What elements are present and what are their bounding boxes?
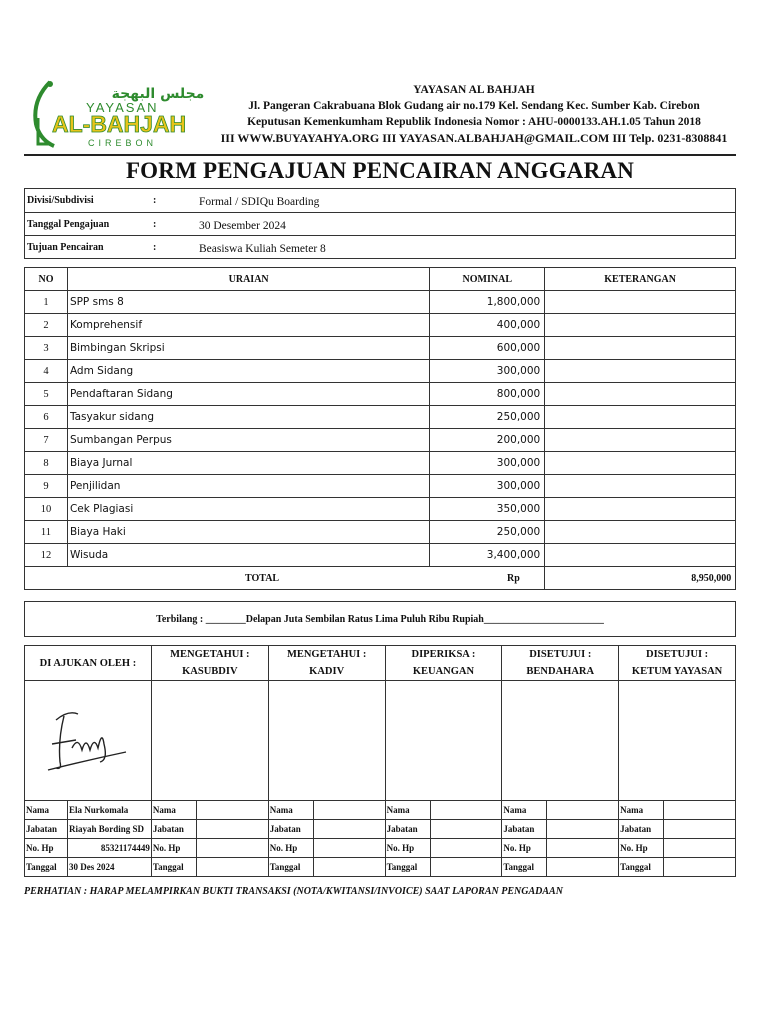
field-label: Nama	[385, 801, 430, 820]
meta-colon: :	[153, 242, 157, 253]
field-value	[430, 839, 502, 858]
row-nominal: 3,400,000	[430, 544, 545, 567]
logo-yayasan-text: YAYASAN	[86, 100, 159, 115]
row-uraian: Biaya Jurnal	[67, 452, 429, 475]
field-label: Jabatan	[619, 820, 664, 839]
meta-colon: :	[153, 219, 157, 230]
signature-box-submitter	[25, 681, 152, 801]
field-label: Jabatan	[268, 820, 313, 839]
field-value	[313, 839, 385, 858]
row-uraian: Bimbingan Skripsi	[67, 337, 429, 360]
header-no: NO	[25, 268, 68, 291]
total-currency: Rp	[507, 573, 520, 584]
org-address: Jl. Pangeran Cakrabuana Blok Gudang air no.179 Kel. Sendang Kec. Sumber Kab. Cirebon	[248, 100, 700, 112]
table-row	[25, 360, 736, 383]
meta-value: Beasiswa Kuliah Semeter 8	[199, 243, 326, 255]
field-value	[313, 858, 385, 877]
approval-col-kasubdiv: MENGETAHUI : KASUBDIV	[151, 646, 268, 681]
organization-info	[214, 82, 734, 146]
meta-label: Tanggal Pengajuan	[27, 219, 110, 230]
row-uraian: Cek Plagiasi	[67, 498, 429, 521]
table-row	[25, 475, 736, 498]
field-label: No. Hp	[151, 839, 196, 858]
field-label: No. Hp	[385, 839, 430, 858]
row-keterangan	[545, 291, 736, 314]
info-row-nama	[25, 801, 736, 820]
row-nominal: 200,000	[430, 429, 545, 452]
submitter-jabatan: Riayah Bording SD	[67, 820, 151, 839]
approval-col-submitter: DI AJUKAN OLEH :	[25, 646, 152, 681]
submitter-nama: Ela Nurkomala	[67, 801, 151, 820]
row-nominal: 300,000	[430, 452, 545, 475]
row-nominal: 300,000	[430, 475, 545, 498]
approval-col-kadiv: MENGETAHUI : KADIV	[268, 646, 385, 681]
signature-box-kasubdiv	[151, 681, 268, 801]
signature-box-keuangan	[385, 681, 502, 801]
field-value	[664, 801, 736, 820]
row-no: 10	[25, 498, 68, 521]
total-value: 8,950,000	[691, 573, 732, 584]
row-no: 3	[25, 337, 68, 360]
table-row	[25, 406, 736, 429]
submitter-tanggal: 30 Des 2024	[67, 858, 151, 877]
field-label: Tanggal	[385, 858, 430, 877]
row-keterangan	[545, 337, 736, 360]
field-label: Nama	[25, 801, 68, 820]
field-value	[664, 858, 736, 877]
field-label: Nama	[502, 801, 547, 820]
row-no: 1	[25, 291, 68, 314]
field-value	[664, 839, 736, 858]
row-no: 12	[25, 544, 68, 567]
row-uraian: Biaya Haki	[67, 521, 429, 544]
field-label: No. Hp	[25, 839, 68, 858]
row-nominal: 300,000	[430, 360, 545, 383]
table-header-row	[25, 268, 736, 291]
meta-row-tujuan	[25, 235, 735, 258]
table-row	[25, 498, 736, 521]
signature-box-bendahara	[502, 681, 619, 801]
row-keterangan	[545, 406, 736, 429]
logo-arabic-text: مجلس البهجة	[111, 86, 204, 102]
row-keterangan	[545, 521, 736, 544]
approval-col-ketum: DISETUJUI : KETUM YAYASAN	[619, 646, 736, 681]
meta-value: 30 Desember 2024	[199, 220, 286, 232]
row-uraian: Adm Sidang	[67, 360, 429, 383]
submitter-hp: 85321174449	[67, 839, 151, 858]
approval-header-row	[25, 646, 736, 681]
signature-row	[25, 681, 736, 801]
field-value	[313, 820, 385, 839]
approval-col-keuangan: DIPERIKSA : KEUANGAN	[385, 646, 502, 681]
row-uraian: Tasyakur sidang	[67, 406, 429, 429]
field-label: Tanggal	[619, 858, 664, 877]
table-body	[25, 291, 736, 567]
field-label: Jabatan	[25, 820, 68, 839]
field-value	[547, 820, 619, 839]
signature-box-ketum	[619, 681, 736, 801]
field-label: Tanggal	[25, 858, 68, 877]
logo-cirebon-text: CIREBON	[88, 138, 158, 148]
org-contact: III WWW.BUYAYAHYA.ORG III YAYASAN.ALBAHJAH@GMAIL.COM III Telp. 0231-8308841	[220, 131, 728, 145]
row-no: 9	[25, 475, 68, 498]
meta-row-divisi	[25, 189, 735, 212]
field-value	[430, 858, 502, 877]
attention-note: PERHATIAN : HARAP MELAMPIRKAN BUKTI TRANSAKSI (NOTA/KWITANSI/INVOICE) SAAT LAPORAN PENGADAAN	[24, 886, 563, 897]
amount-in-words: Terbilang : ________Delapan Juta Sembilan Ratus Lima Puluh Ribu Rupiah________________________	[24, 601, 736, 637]
field-value	[196, 839, 268, 858]
row-no: 2	[25, 314, 68, 337]
budget-items-table	[24, 267, 736, 590]
row-no: 7	[25, 429, 68, 452]
total-row	[25, 567, 736, 590]
info-row-hp	[25, 839, 736, 858]
field-value	[196, 801, 268, 820]
row-no: 5	[25, 383, 68, 406]
row-uraian: Wisuda	[67, 544, 429, 567]
row-uraian: Komprehensif	[67, 314, 429, 337]
meta-label: Divisi/Subdivisi	[27, 195, 94, 206]
row-uraian: SPP sms 8	[67, 291, 429, 314]
field-label: Jabatan	[502, 820, 547, 839]
field-value	[547, 839, 619, 858]
org-decree: Keputusan Kemenkumham Republik Indonesia Nomor : AHU-0000133.AH.1.05 Tahun 2018	[247, 116, 701, 128]
row-no: 4	[25, 360, 68, 383]
field-label: No. Hp	[502, 839, 547, 858]
signature-box-kadiv	[268, 681, 385, 801]
field-value	[547, 858, 619, 877]
header-uraian: URAIAN	[67, 268, 429, 291]
approval-col-bendahara: DISETUJUI : BENDAHARA	[502, 646, 619, 681]
table-row	[25, 337, 736, 360]
row-keterangan	[545, 544, 736, 567]
field-label: Nama	[619, 801, 664, 820]
row-uraian: Sumbangan Perpus	[67, 429, 429, 452]
row-keterangan	[545, 314, 736, 337]
row-uraian: Penjilidan	[67, 475, 429, 498]
info-row-tanggal	[25, 858, 736, 877]
row-nominal: 400,000	[430, 314, 545, 337]
row-nominal: 250,000	[430, 521, 545, 544]
field-value	[313, 801, 385, 820]
table-row	[25, 383, 736, 406]
form-meta	[24, 188, 736, 259]
table-row	[25, 544, 736, 567]
total-label: TOTAL	[245, 573, 280, 584]
field-label: Tanggal	[502, 858, 547, 877]
header-keterangan: KETERANGAN	[545, 268, 736, 291]
total-cell	[25, 567, 732, 590]
row-no: 6	[25, 406, 68, 429]
org-name: YAYASAN AL BAHJAH	[413, 84, 535, 96]
row-keterangan	[545, 383, 736, 406]
field-label: Jabatan	[385, 820, 430, 839]
al-bahjah-logo	[28, 74, 204, 152]
row-nominal: 1,800,000	[430, 291, 545, 314]
field-value	[196, 820, 268, 839]
table-row	[25, 429, 736, 452]
field-value	[430, 801, 502, 820]
row-nominal: 250,000	[430, 406, 545, 429]
letterhead	[24, 72, 736, 152]
field-label: No. Hp	[619, 839, 664, 858]
form-title: FORM PENGAJUAN PENCAIRAN ANGGARAN	[125, 158, 635, 183]
header-divider	[24, 154, 736, 156]
logo-albahjah-text: AL-BAHJAH	[52, 111, 187, 137]
meta-label: Tujuan Pencairan	[27, 242, 104, 253]
row-uraian: Pendaftaran Sidang	[67, 383, 429, 406]
field-label: Tanggal	[151, 858, 196, 877]
row-no: 11	[25, 521, 68, 544]
row-keterangan	[545, 360, 736, 383]
row-keterangan	[545, 475, 736, 498]
field-value	[430, 820, 502, 839]
handwritten-signature	[38, 700, 138, 780]
field-label: Jabatan	[151, 820, 196, 839]
info-row-jabatan	[25, 820, 736, 839]
table-row	[25, 314, 736, 337]
field-label: Tanggal	[268, 858, 313, 877]
table-row	[25, 291, 736, 314]
header-nominal: NOMINAL	[430, 268, 545, 291]
field-value	[196, 858, 268, 877]
table-row	[25, 521, 736, 544]
field-value	[664, 820, 736, 839]
approval-table	[24, 645, 736, 877]
table-row	[25, 452, 736, 475]
row-nominal: 800,000	[430, 383, 545, 406]
meta-value: Formal / SDIQu Boarding	[199, 196, 320, 208]
meta-colon: :	[153, 195, 157, 206]
row-keterangan	[545, 429, 736, 452]
meta-row-tanggal	[25, 212, 735, 235]
row-no: 8	[25, 452, 68, 475]
field-label: Nama	[268, 801, 313, 820]
field-label: No. Hp	[268, 839, 313, 858]
row-nominal: 600,000	[430, 337, 545, 360]
field-label: Nama	[151, 801, 196, 820]
field-value	[547, 801, 619, 820]
row-keterangan	[545, 498, 736, 521]
row-nominal: 350,000	[430, 498, 545, 521]
row-keterangan	[545, 452, 736, 475]
